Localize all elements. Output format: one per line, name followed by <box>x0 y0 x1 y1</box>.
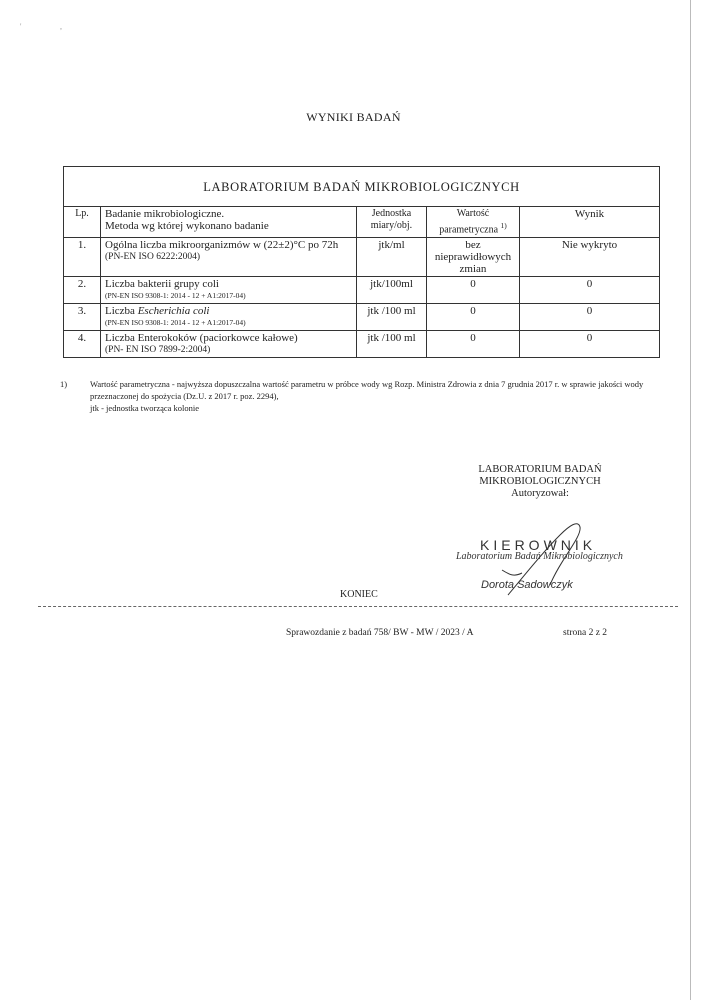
table-row <box>64 304 660 331</box>
row-unit: jtk /100 ml <box>357 331 427 358</box>
header-test-method: Metoda wg której wykonano badanie <box>105 220 269 232</box>
header-test <box>101 207 357 238</box>
footnote-text: Wartość parametryczna - najwyższa dopuszczalna wartość parametru w próbce wody wg Rozp. Ministra Zdrowia z dnia 7 grudnia 2017 r. w sprawie jakości wody przeznaczonej do spożycia (Dz.U. z 2017 r. poz. 2294), <box>90 379 644 401</box>
row-lp: 2. <box>64 277 101 304</box>
row-test <box>101 238 357 277</box>
results-table <box>63 206 660 358</box>
header-param-line1: Wartość <box>456 208 490 219</box>
table-row <box>64 238 660 277</box>
footnote-jtk: jtk - jednostka tworząca kolonie <box>90 403 200 413</box>
report-reference: Sprawozdanie z badań 758/ BW - MW / 2023 / A <box>286 628 474 638</box>
auth-lab-line1: LABORATORIUM BADAŃ <box>478 464 602 475</box>
header-param-line2: parametryczna $^{1)}$ <box>439 221 507 236</box>
row-result: 0 <box>520 331 660 358</box>
row-test-name: Liczba Enterokoków (paciorkowce kałowe) <box>105 332 298 345</box>
row-lp: 4. <box>64 331 101 358</box>
end-label: KONIEC <box>340 589 378 600</box>
scan-mark: ' <box>20 22 22 31</box>
row-test <box>101 331 357 358</box>
row-unit: jtk/100ml <box>357 277 427 304</box>
row-test <box>101 277 357 304</box>
row-result: Nie wykryto <box>520 238 660 277</box>
row-result: 0 <box>520 277 660 304</box>
header-result: Wynik <box>520 207 660 238</box>
stamp-title: KIEROWNIK <box>480 537 597 553</box>
table-row <box>64 331 660 358</box>
document-title: WYNIKI BADAŃ <box>306 110 401 124</box>
row-param: 0 <box>427 331 520 358</box>
row-test-method: (PN-EN ISO 9308-1: 2014 - 12 + A1:2017-04) <box>105 291 246 301</box>
table-header-row <box>64 207 660 238</box>
table-row <box>64 277 660 304</box>
stamp-unit: Laboratorium Badań Mikrobiologicznych <box>456 551 623 562</box>
authorization-block <box>440 464 640 500</box>
row-test <box>101 304 357 331</box>
row-param: 0 <box>427 304 520 331</box>
row-lp: 3. <box>64 304 101 331</box>
row-test-method: (PN- EN ISO 7899-2:2004) <box>105 345 211 356</box>
footnote-number: 1) <box>60 379 68 389</box>
page-number: strona 2 z 2 <box>563 628 608 638</box>
signature-icon <box>500 515 600 605</box>
end-divider <box>38 606 678 607</box>
row-param: 0 <box>427 277 520 304</box>
header-test-name: Badanie mikrobiologiczne. <box>105 208 225 220</box>
row-test-name: Ogólna liczba mikroorganizmów w (22±2)°C po 72h <box>105 239 339 252</box>
auth-lab-line2: MIKROBIOLOGICZNYCH <box>479 476 601 487</box>
header-lp: Lp. <box>64 207 101 238</box>
row-test-name: Liczba bakterii grupy coli <box>105 278 219 291</box>
row-param: bez nieprawidłowych zmian <box>427 238 520 277</box>
header-unit <box>357 207 427 238</box>
row-result: 0 <box>520 304 660 331</box>
page-edge <box>690 0 691 1000</box>
row-test-method: (PN-EN ISO 9308-1: 2014 - 12 + A1:2017-04) <box>105 318 246 328</box>
row-test-name: Liczba Escherichia coli <box>105 305 210 318</box>
scan-mark: , <box>60 22 62 31</box>
header-unit-line2: miary/obj. <box>370 220 413 231</box>
stamp-name: Dorota Sadowczyk <box>481 579 573 591</box>
lab-section-title: LABORATORIUM BADAŃ MIKROBIOLOGICZNYCH <box>203 180 520 194</box>
header-param <box>427 207 520 238</box>
row-unit: jtk/ml <box>357 238 427 277</box>
organism-name: Escherichia coli <box>137 305 210 318</box>
row-lp: 1. <box>64 238 101 277</box>
row-unit: jtk /100 ml <box>357 304 427 331</box>
row-test-method: (PN-EN ISO 6222:2004) <box>105 252 200 263</box>
header-unit-line1: Jednostka <box>371 208 412 219</box>
auth-label: Autoryzował: <box>511 488 569 499</box>
